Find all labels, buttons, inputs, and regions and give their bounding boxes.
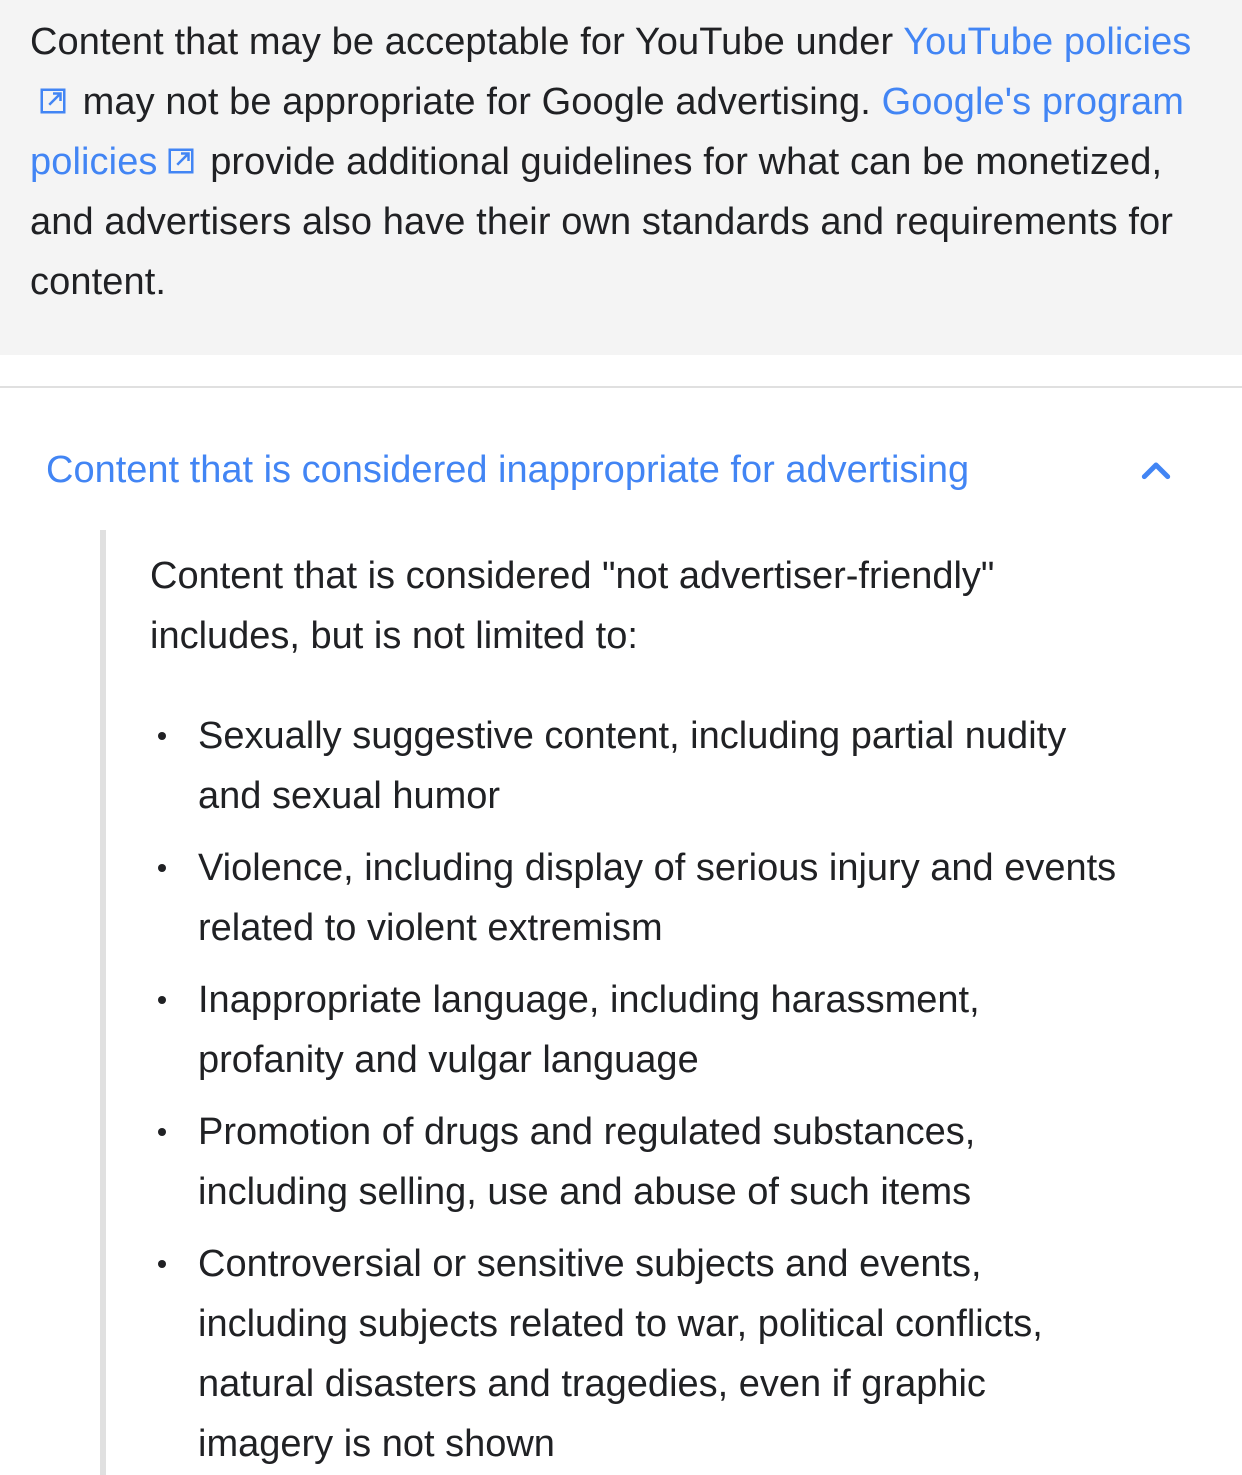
external-link-icon (38, 86, 68, 116)
notice-text-3: provide additional guidelines for what can be monetized, and advertisers also have their own standards and requirements for content. (30, 141, 1173, 303)
section-divider (0, 386, 1242, 388)
youtube-policies-link[interactable]: YouTube policies (30, 21, 1191, 123)
bullet (158, 732, 166, 740)
list-item: Controversial or sensitive subjects and events, including subjects related to war, political conflicts, natural disasters and tragedies, even if graphic imagery is not shown (150, 1234, 1118, 1474)
accordion-content (100, 530, 1200, 1475)
bullet (158, 1128, 166, 1136)
chevron-up-icon[interactable] (1136, 450, 1176, 490)
inappropriate-content-list (150, 706, 1200, 1474)
advertising-notice (0, 0, 1242, 355)
intro-text: Content that is considered "not advertiser-friendly" includes, but is not limited to: (150, 555, 995, 657)
notice-paragraph (30, 12, 1212, 312)
notice-text-1: Content that may be acceptable for YouTube under (30, 21, 904, 63)
accordion-toggle[interactable] (46, 438, 1196, 502)
external-link-icon (166, 146, 196, 176)
bullet (158, 1260, 166, 1268)
program-policies-link[interactable]: Google's program policies (30, 81, 1185, 183)
list-item: Inappropriate language, including harassment, profanity and vulgar language (150, 970, 1118, 1090)
list-item: Violence, including display of serious injury and events related to violent extremism (150, 838, 1118, 958)
bullet (158, 864, 166, 872)
list-item: Promotion of drugs and regulated substances, including selling, use and abuse of such items (150, 1102, 1118, 1222)
list-item: Sexually suggestive content, including partial nudity and sexual humor (150, 706, 1118, 826)
bullet (158, 996, 166, 1004)
notice-text-2: may not be appropriate for Google advertising. (72, 81, 882, 123)
accordion-title: Content that is considered inappropriate for advertising (46, 449, 970, 491)
